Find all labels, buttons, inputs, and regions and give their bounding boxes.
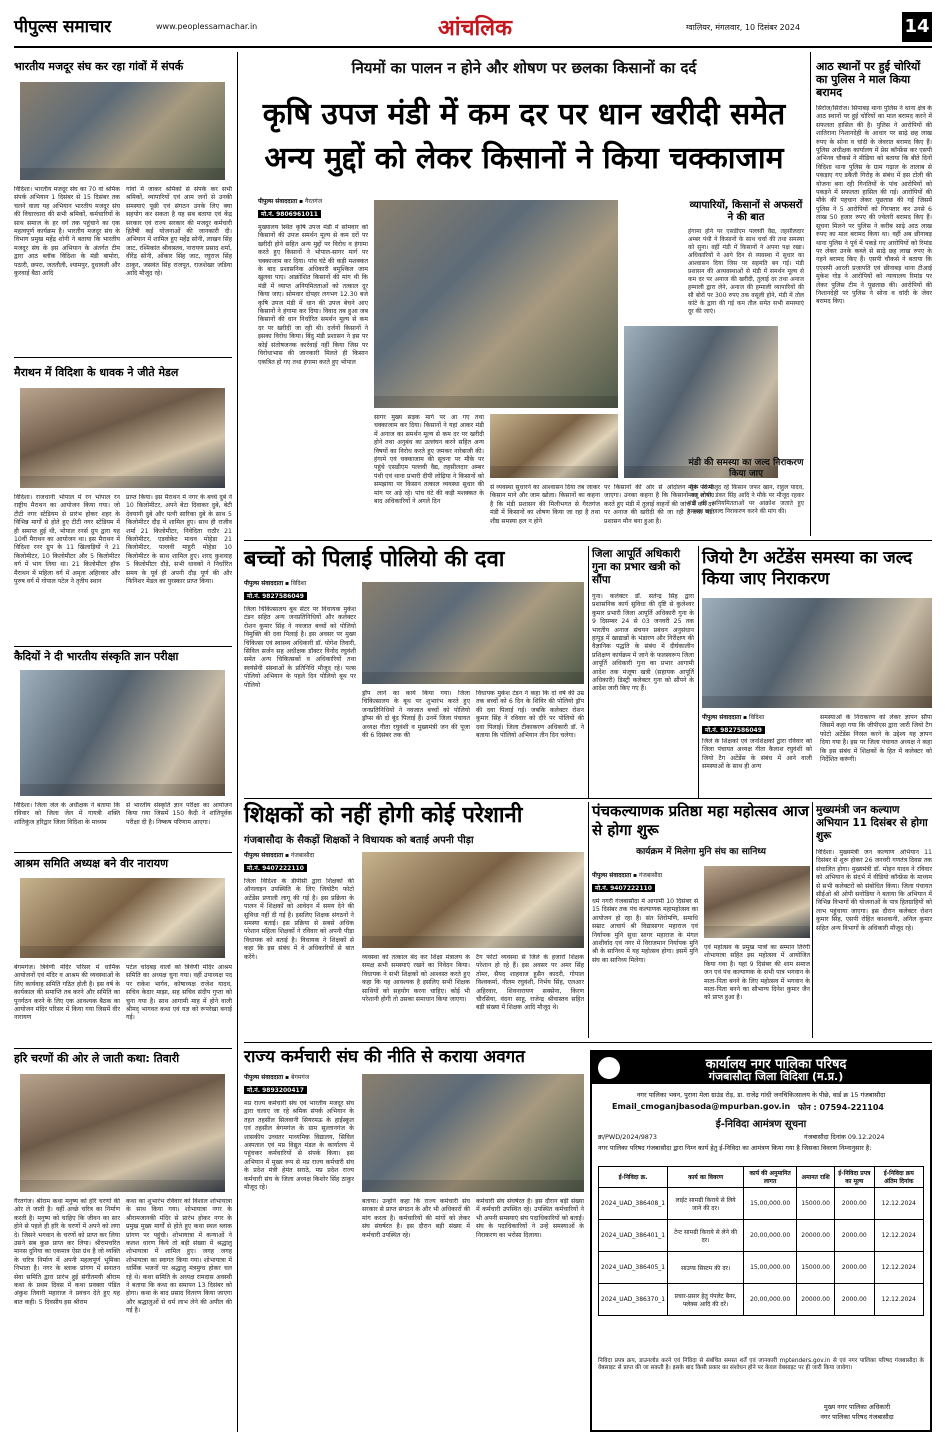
panch-story — [592, 802, 810, 1038]
byline-place: गंजबासौदा — [291, 852, 315, 859]
lead-col2: सागर मुख्य सड़क मार्ग पर आ गए तथा चक्काजाम कर दिया। किसानों ने यहां आकर मंडी में अनाज का समर्थन मूल्य से कम दर पर खरीदी होने तथा अनुबंध का उल्लंघन करने सहित अन्य विषयों का विरोध करते हुए जमकर नारेबाजी की। हंगामे एवं चक्काजाम की सूचना पर मौके पर पहुंचे एसडीएम पल्लवी वैद्य, तहसीलदार अम्बर पंथी एवं थाना प्रभारी दीपी लोढ़िया ने किसानों को समझाया पर किसान तत्काल व्यवस्था सुधार की मांग पर अड़े रहे। पांच घंटे की कड़ी मशक्कत के बाद अधिकारियों ने अगले दिन — [374, 414, 484, 506]
tender-ad — [590, 1050, 932, 1432]
polio-col3: विधायक मुकेश टंडन ने कहा कि दो वर्ष की उम्र तक बच्चों को 6 दिन के शिविर की पोलियो ड्रॉप की दवा पिलाई गई। जबकि कलेक्टर रोशन कुमार सिंह ने रविवार को दौरे पर पोलियो की दवा पिलाई। जिला टीकाकरण अधिकारी डॉ. ने बताया कि पोलियो अभियान तीन दिन चलेगा। — [476, 690, 584, 740]
supply-body: गुना। कलेक्टर डॉ. सतेन्द्र सिंह द्वारा प्रशासनिक कार्य सुविधा की दृष्टि से कुलेश्वर कुमार प्रभारी जिला आपूर्ति अधिकारी गुना के 9 दिसम्बर 24 से 03 जनवरी 25 तक भारतीय अनाज संचयन प्रबंधन अनुसंधान हापुड़ में खाद्यान्नों के भंडारण और निरीक्षण की वैज्ञानिक पद्धति के संबंध में दीर्घकालीन प्रशिक्षण कार्यक्रम में जाने के फलस्वरूप जिला आपूर्ति अधिकारी गुना का प्रभार आगामी आदेश तक मंजूषा खत्री (सहायक आपूर्ति अधिकारी) डिस्ट्री कलेक्टर गुना को सौंपने के आदेश जारी किए गए हैं। — [592, 593, 694, 693]
staff-mobile: मो.नं. 9893200417 — [244, 1086, 307, 1094]
teachers-photo — [362, 852, 584, 948]
geotag-col2: समस्याओं के निराकरण को लेकर ज्ञापन सौंपा जिसमें कहा गया कि जीपीएस द्वारा जारी जियो टैग फोटो अटेंडेंस निरस्त करने के उद्देश्य यह ज्ञापन दिया गया है। इस पर जिला पंचायत अध्यक्ष ने कहा कि इस संबंध में शिक्षकों के हित में कलेक्टर को निर्देशित करूंगी। — [820, 714, 932, 764]
byline-source: पीपुल्स संवाददाता — [244, 580, 284, 587]
tender-intro: नगर पालिका परिषद गंजबासौदा द्वारा निम्न कार्य हेतु ई-निविदा का आमंत्रण किया गया है जिसका विवरण निम्नानुसार है: — [598, 1144, 872, 1152]
polio-photo — [362, 582, 584, 684]
byline-place: गैरतगंज — [305, 198, 323, 205]
geotag-col1: जिले के शिक्षकों एवं जनशिक्षकों द्वारा रविवार को जिला पंचायत अध्यक्ष गीता कैलाश रघुवंशी को जियो टैग अटेंडेंस के संबंध में आने वाली समस्याओं के साथ ही अन्य — [702, 738, 812, 771]
office-email[interactable]: Email_cmoganjbasoda@mpurban.gov.in — [612, 1102, 791, 1111]
table-header: ई-निविदा प्रपत्र का मूल्य — [835, 1167, 875, 1188]
column-rule — [237, 52, 238, 1432]
polio-col2: ड्रॉप लाने का कार्य किया गया। जिला चिकित्सालय के बूथ पर शुभारंभ करते हुए जनप्रतिनिधियों ने नवजात बच्चों को पोलियो ड्रॉप्स की दो बूंद पिलाई हैं। उनमें जिला पंचायत अध्यक्ष गीता रघुवंशी व मुख्यमंत्री जन की पूजा की 6 दिसंबर तक की — [362, 690, 470, 740]
table-header: ई-निविदा क्र. — [599, 1167, 668, 1188]
geotag-mobile: मो.नं. 9827586049 — [702, 726, 765, 734]
byline-source: पीपुल्स संवाददाता — [702, 714, 742, 721]
teachers-col3: टैग फोटो व्यवस्था से जिले के हजारों शिक्षक परेशान हो रहे हैं। इस अवसर पर अमर सिंह तोमर, सैयद शाहवाज हुसैन कादरी, गोपाल विश्वकर्मा, नीलम रघुवंशी, निर्भय सिंह, एलआर अहिरवार, शिवनारायण सक्सेना, किरण चौरसिया, वंदना साहू, राजेन्द्र श्रीवास्तव सहित बड़ी संख्या में शिक्षक आदि मौजूद थे। — [476, 954, 584, 1012]
table-cell: 20,00,000.00 — [744, 1284, 797, 1316]
lead-col4: पर किसानों की ओर से आंदोलन शुरू किया जाएगा। उनका कहना है कि किसानों का शोषण करते हुए मंडी में तुलाई वाहनों की जांच में कम दर पर अनाज की खरीदी की जा रही है तथा मंडी प्रशासन मौन बना हुआ है। — [604, 484, 714, 525]
table-cell: टेन्ट सामग्री किराये से लेने की दर। — [668, 1220, 744, 1252]
marathon-headline: मैराथन में विदिशा के धावक ने जीते मेडल — [14, 366, 179, 379]
table-row — [599, 1220, 924, 1252]
table-header: कार्य का विवरण — [668, 1167, 744, 1188]
panch-col2: एवं महोत्सव के प्रमुख पात्रों का सम्मान तिरंगी शोभायात्रा सहित इस महोत्सव में आयोजित किया गया है। यहां 9 दिसंबर की शाम समाज जन एवं पंच कल्याणक के सभी पात्र भगवान के माता-पिता बनने के लिए महोत्सव में भगवान के माता-पिता बनने का सौभाग्य दिनेश कुमार जैन को प्राप्त हुआ है। — [704, 944, 810, 1002]
office-place: गंजबासौदा जिला विदिशा (म.प्र.) — [708, 1070, 844, 1083]
polio-story — [244, 546, 584, 796]
prisoners-photo — [20, 670, 225, 796]
panch-headline: पंचकल्याणक प्रतिष्ठा महा महोत्सव आज से होगा शुरू — [592, 802, 809, 839]
aside-text: हंगामा होने पर एसडीएम पल्लवी वैद्य, तहसीलदार अम्बर पंथी ने किसानों के साथ चर्चा की तथा समस्या को सुना। वहीं मंडी में किसानों ने अपना पक्ष रखा। अधिकारियों ने आगे दिन से व्यवस्था में सुधार का आश्वासन दिया जिस पर सहमति बन गई। मंडी प्रशासन की अव्यवस्थाओं से मंडी में समर्थन मूल्य से कम दर पर अनाज की खरीदी, तुलाई दर तथा अनाज हम्माली द्वारा लेने, अनाज की हम्माली व्यापारियों की सौ बोरों पर 300 रुपए तक वसूली होने, मंडी में तोल कांटे के द्वारा की गई कम तौल समेत सभी समस्याएं दूर की जाएं। — [688, 228, 804, 315]
byline-source: पीपुल्स संवाददाता — [244, 852, 284, 859]
geotag-headline: जियो टैग अटेंडेंस समस्या का जल्द किया जाए निराकरण — [702, 548, 913, 589]
ashram-body-a: बेगमगंज। त्रिवेणी मंदिर परिसर में धार्मिक आयोजनों एवं मंदिर व आश्रम की व्यवस्थाओं के लिए कार्यवाह समिति गठित होती है। इस वर्ष के कार्यकाल की समाप्ति तब करने और समिति का पुनर्गठन करने के लिए एक आवश्यक बैठक का आयोजन मंदिर परिसर में किया गया जिसमें वीर नारायण — [14, 964, 120, 1022]
table-cell: 2000.00 — [835, 1252, 875, 1284]
staff-story — [244, 1046, 584, 1432]
section-title: आंचलिक — [438, 15, 512, 41]
mazdoor-headline: भारतीय मजदूर संघ कर रहा गांवों में संपर्क — [14, 60, 184, 73]
table-cell: लाईट सामग्री किराये से लिये जाने की दर। — [668, 1188, 744, 1220]
ashram-photo — [20, 878, 225, 958]
katha-body-b: कथा का शुभारंभ रविवार को विशाल शोभायात्रा के साथ किया गया। शोभायात्रा नगर के श्रीरामजानकी मंदिर से प्रारंभ होकर नगर के प्रमुख मुख्य मार्गों से होते हुए कथा स्थल ब्लाक प्रांगण पर पहुंची। शोभायात्रा में कन्याओं ने कलश धारण किये तो बड़ी संख्या में श्रद्धालु शोभायात्रा में शामिल हुए। जगह जगह शोभायात्रा का स्वागत किया गया। शोभायात्रा में धार्मिक भजनों पर श्रद्धालु मंत्रमुग्ध होकर चल रहे थे। कथा समिति के अध्यक्ष रामदास अवस्थी ने बताया कि कथा का समापन 13 दिसंबर को होगा। कथा के बाद प्रसाद वितरण किया जाएगा और श्रद्धालुओं से धर्म लाभ लेने की अपील की गई है। — [126, 1198, 232, 1315]
table-cell: 2024_UAD_386405_1 — [599, 1252, 668, 1284]
ashram-headline: आश्रम समिति अध्यक्ष बने वीर नारायण — [14, 857, 169, 870]
table-cell: 15,00,000.00 — [744, 1252, 797, 1284]
lead-photo-crowd2 — [490, 414, 618, 478]
brand-logo[interactable]: पीपुल्स समाचार — [14, 17, 112, 37]
office-title: कार्यालय नगर पालिका परिषद — [705, 1057, 847, 1072]
tender-footer-note: निविदा प्रपत्र क्रय, डाउनलोड करने एवं निविदा से संबंधित समस्त शर्तें एवं जानकारी mptenders.gov.in से एवं नगर पालिका परिषद गंजबासौदा के वेबसाइट से प्राप्त की जा सकती है। इसके बाद किसी प्रकार का संशोधन होने पर केवल वेबसाइट पर ही जारी किया जावेगा। — [598, 1358, 924, 1372]
teachers-col1: जिला विदिशा के डीपीसी द्वारा शिक्षकों की ऑनलाइन उपस्थिति के लिए जियोटैग फोटो अटेंडेंस प्रणाली लागू की गई है। इस प्रक्रिया के पालन में शिक्षकों को आवेदन में समय देने की सुविधा नहीं दी गई है। इसलिए शिक्षक संगठनों ने समस्या बताई। इस प्रक्रिया से सबसे अधिक परेशान महिला शिक्षकों ने रविवार को अपनी पीड़ा विधायक को बताई है। विधायक ने शिक्षकों से कहा कि इस संबंध में वे अधिकारियों से बात करेंगे। — [244, 878, 354, 961]
marathon-body-a: विदिशा। राजधानी भोपाल में रन भोपाल रन राष्ट्रीय मैराथन का आयोजन किया गया। जो टीटी नगर स्टेडियम से प्रारंभ होकर शहर के विभिन्न मार्गों से होते हुए टीटी नगर स्टेडियम में ही समाप्त हुई थी, भोपाल रनर्स ग्रुप द्वारा यह 10वीं मैराथन का आयोजन था। इस मैराथन में विदिशा रनर ग्रुप के 11 खिलाड़ियों ने 21 किलोमीटर, 10 किलोमीटर और 5 किलोमीटर वर्ग में भाग लिया था। 21 किलोमीटर हॉफ मैराथन में महिला वर्ग में अमृता अहिरवार और पुरुष वर्ग में गोपाल पटेल ने तृतीय स्थान — [14, 494, 120, 586]
katha-photo — [20, 1074, 225, 1192]
lead-mobile: मो.नं. 9806961011 — [258, 210, 321, 218]
divider — [14, 357, 232, 358]
column-rule — [810, 52, 811, 536]
theft-body: सिरोंज/सिरोंज। सिपाबड़ थाना पुलिस ने थाना क्षेत्र के आठ स्थानों पर हुई चोरियों का माल बरामद करने में सफलता हासिल की है। पुलिस ने आरोपियों की शातिराना निशानदेही के आधार पर साढ़े छह लाख रुपए के सोना व चांदी के जेवरात बरामद किए हैं। पुलिस अधीक्षक कार्यालय में प्रेस कॉन्फ्रेंस कर एसपी अभिनव चौकसे ने मीडिया को बताया कि बीते दिनों विदिशा थाना पुलिस के ग्राम गढ़ाल के तालाब से पकड़ाए गए डकैती गिरोह के संबंध में इस टोली की योजना बना रही गिनतियों के पांच आरोपियों को पकड़ने में सफलता हासिल की गई। आरोपियों की मौके की पहचान लेकर पूछताछ की गई जिसमें पुलिस ने 5 आरोपियों को गिरफ्तार कर उनसे 6 लाख 50 हजार रुपए की ज्वेलरी बरामद किए हैं। सूचना मिलने पर पुलिस ने करीब साढ़े आठ लाख रुपए का माल बरामद किया था। वहीं अब छीनाबड़ थाना पुलिस ने पूर्व में पकड़े गए आरोपियों को रिमांड पर लेकर उनके कब्जे से साढ़े छह लाख रुपए के गहने बरामद किए हैं। एसपी चौकसे ने बताया कि एएसपी आरती प्रजापति एवं छीनाबड़ थाना टीआई मुकेश गोड़ ने आरोपियों को न्यायालय रिमांड पर लेकर पुलिस टीम ने पूछताछ की। आरोपियों की निशानदेही पर पुलिस ने सोना व चांदी के जेवर बरामद किए। — [816, 105, 932, 306]
panch-byline: पीपुल्स संवाददाता ▪ गंजबासौदा — [592, 872, 663, 879]
table-header: अमानत राशि — [797, 1167, 835, 1188]
byline-place: बेगमगंज — [291, 1074, 310, 1081]
prisoners-body-a: विदिशा। जिला जेल के अधीक्षक ने बताया कि रविवार को जिला जेल में गायत्री शक्ति शांतिकुंज हरिद्वार जिला विदिशा के माध्यम — [14, 802, 120, 826]
divider — [14, 1048, 232, 1049]
supply-headline: जिला आपूर्ति अधिकारी गुना का प्रभार खत्री को सौंपा — [592, 548, 681, 586]
polio-col1: जिला चिकित्सालय बूथ सेंटर पर विधायक मुकेश टंडन सहित अन्य जनप्रतिनिधियों और कलेक्टर रोशन कुमार सिंह ने नवजात बच्चों को पोलियो विमुक्ति की दवा पिलाई है। इस अवसर पर मुख्य चिकित्सा एवं स्वास्थ्य अधिकारी डॉ. योगेश तिवारी, सिविल सर्जन सह अधीक्षक डॉक्टर विनोद रघुवंशी समेत अन्य चिकित्सकों व अधिकारियों तथा स्वयंसेवी संस्थाओं के प्रतिनिधि मौजूद रहे। पल्स पोलियो अभियान के पहले दिन पोलियो बूथ पर पोलियो — [244, 606, 356, 689]
table-cell: साउण्ड सिस्टम की दर। — [668, 1252, 744, 1284]
lead-kicker: नियमों का पालन न होने और शोषण पर छलका किसानों का दर्द — [351, 59, 697, 77]
tender-table — [598, 1166, 924, 1316]
table-cell: 20000.00 — [797, 1220, 835, 1252]
polio-byline: पीपुल्स संवाददाता ▪ विदिशा — [244, 580, 307, 587]
table-cell: 2024_UAD_386401_1 — [599, 1220, 668, 1252]
lead-col3: से व्यवस्था सुधारने का आश्वासन दिया तब जाकर किसान माने और जाम खोला। किसानों का कहना है कि मंडी प्रशासन की मिलीभगत से गैरतगंज मंडी में किसानों का शोषण किया जा रहा है तथा शीघ्र समस्या हल न होने — [490, 484, 600, 525]
staff-headline: राज्य कर्मचारी संघ की नीति से कराया अवगत — [244, 1047, 525, 1067]
teachers-subhead: गंजबासौदा के सैकड़ों शिक्षकों ने विधायक को बताई अपनी पीड़ा — [244, 835, 474, 846]
ref-no: क्र/PWD/2024/9873 — [598, 1133, 657, 1141]
dateline: ग्वालियर, मंगलवार, 10 दिसंबर 2024 — [686, 23, 801, 32]
masthead-rule — [14, 46, 932, 48]
lead-col1: मुख्यालय स्थित कृषि उपज मंडी में सोमवार को किसानों की उपज समर्थन मूल्य से कम दरों पर खरीदी होने सहित अन्य मुद्दों पर विरोध व हंगामा करते हुए किसानों ने भोपाल-सागर मार्ग पर चक्काजाम कर दिया। पांच घंटे की कड़ी मशक्कत के बाद प्रशासनिक अधिकारी बमुश्किल जाम खुलवा पाए। आक्रोशित किसानों की मांग थी कि मंडी में व्याप्त अनियमितताओं को तत्काल दूर किया जाए। सोमवार दोपहर लगभग 12.30 बजे कृषि उपज मंडी में धान की उपज बेचने आए किसानों ने हंगामा कर दिया। विवाद तब हुआ जब किसानों की धान निर्धारित समर्थन मूल्य से कम दर पर खरीदी जा रही थी। दर्जनों किसानों ने इसका विरोध किया। बिंदु मंडी प्रशासन ने इस पर कोई संतोषजनक कार्रवाई नहीं किया जिस पर विरोधाभास की जानकारी मिलते ही किसान एकत्रित हो गए तथा हंगामा करते हुए भोपाल — [258, 224, 368, 366]
aside-heading: व्यापारियों, किसानों से अफसरों ने की बात — [689, 200, 803, 223]
lead-story — [244, 52, 804, 536]
byline-source: पीपुल्स संवाददाता — [592, 872, 632, 879]
panch-subhead: कार्यक्रम में मिलेगा मुनि संघ का सानिध्य — [636, 847, 766, 857]
column-rule — [812, 802, 813, 1038]
staff-col1: मप्र राज्य कर्मचारी संघ एवं भारतीय मजदूर संघ द्वारा चलाए जा रहे श्रमिक संपर्क अभियान के तहत तहसील सिलवानी सियरमऊ के हाईस्कूल एवं तहसील बेगमगंज के ग्राम सुल्तानगंज के शासकीय उच्चतर माध्यमिक विद्यालय, सिविल अस्पताल एवं मप्र विद्युत मंडल के कार्यालय में पहुंचकर कर्मचारियों से संपर्क किया। इस अभियान में मुख्य रूप से मप्र राज्य कर्मचारी संघ के प्रदेश मंत्री हेमंत सराठे, मप्र प्रदेश राज्य कर्मचारी संघ के जिला अध्यक्ष किशोर सिंह ठाकुर मौजूद रहे। — [244, 1100, 354, 1192]
staff-byline: पीपुल्स संवाददाता ▪ बेगमगंज — [244, 1074, 310, 1081]
geotag-byline: पीपुल्स संवाददाता ▪ विदिशा — [702, 714, 765, 721]
supply-story — [592, 548, 694, 798]
office-phone: फोन : 07594-221104 — [798, 1103, 885, 1112]
divider — [14, 852, 232, 853]
polio-mobile: मो.नं. 9827586049 — [244, 592, 307, 600]
cmjan-story — [816, 804, 932, 1036]
section-rule — [244, 798, 932, 799]
tender-emblem — [596, 1055, 622, 1081]
signatory-2: नगर पालिका परिषद गंजबासौदा — [820, 1413, 894, 1421]
signatory-1: मुख्य नगर पालिका अधिकारी — [823, 1403, 891, 1411]
table-cell: 12.12.2024 — [874, 1220, 923, 1252]
table-cell: 12.12.2024 — [874, 1284, 923, 1316]
panch-mobile: मो.नं. 9407222110 — [592, 884, 655, 892]
panch-col1: धर्म नगरी गंजबासौदा में आगामी 10 दिसंबर से 15 दिसंबर तक पंच कल्याणक महामहोत्सव का आयोजन हो रहा है। संत शिरोमणि, समाधि सम्राट आचार्य श्री विद्यासागर महाराज एवं निर्यापक मुनि सुधा सागर महाराज के मंगल आशीर्वाद एवं नगर में विराजमान निर्यापक मुनि श्री के सानिध्य में यह महोत्सव होगा। इसमें मुनि संघ का सानिध्य मिलेगा। — [592, 898, 698, 964]
geotag-photo — [702, 598, 932, 708]
table-header: कार्य की अनुमानित लागत — [744, 1167, 797, 1188]
prisoners-body-b: से भारतीय संस्कृति ज्ञान परीक्षा का आयोजन किया गया जिसमें 150 कैदी ने शांतिपूर्वक परीक्षा दी है। निष्कष परिणाम आएगा। — [126, 802, 232, 826]
table-cell: 2000.00 — [835, 1284, 875, 1316]
ashram-body-b: पटेल चांदबड़ वालों को त्रिवेणी मंदिर आश्रम समिति का अध्यक्ष चुना गया। वहीं उपाध्यक्ष पद पर राकेश भार्गव, कोषाध्यक्ष राजेश यादव, सचिव केदार माझा, सह सचिव संदीप गुप्ता को चुना गया है। साथ आगामी माह में होने वाली श्रीमद् भागवत कथा एवं यज्ञ को रूपरेखा बनाई गई। — [126, 964, 232, 1022]
column-rule — [588, 546, 589, 798]
table-cell: 15,00,000.00 — [744, 1188, 797, 1220]
teachers-col2: व्यवस्था को तत्काल बंद कर शिक्षा मंत्रालय के समक्ष सभी समस्याएं रखने का निवेदन किया। विधायक ने सभी शिक्षकों को आश्वस्त करते हुए कहा कि यह आवश्यक है इसलिए सभी शिक्षक साथियों को सहयोग करना चाहिए। कोई भी परेशानी होगी तो उसका समाधान किया जाएगा। — [362, 954, 470, 1004]
office-address: नगर पालिका भवन, पुराना मेला ग्राउंड रोड़, डा. राजेंद्र गांधी जनचिकित्सालय के पीछे, वार्ड क्र 15 गंजबासौदा — [636, 1091, 886, 1099]
table-cell: 15000.00 — [797, 1252, 835, 1284]
teachers-byline: पीपुल्स संवाददाता ▪ गंजबासौदा — [244, 852, 315, 859]
aside-text2: मौके पर मौजूद रहे किसान जफर खान, राहुल यादव, मल्लू लोधी, डंकर सिंह आदि ने मौके पर मौजूद रहकर मंडी की अनियमितताओं पर आक्रोश जताते हुए समस्या का जल्द निराकरण करने की मांग की। — [688, 484, 804, 515]
section-rule — [244, 540, 932, 541]
aside-sub: मंडी की समस्या का जल्द निराकरण किया जाए — [688, 458, 804, 479]
table-cell: 2024_UAD_386408_1 — [599, 1188, 668, 1220]
table-row — [599, 1252, 924, 1284]
lead-byline: पीपुल्स संवाददाता ▪ गैरतगंज — [258, 198, 323, 205]
teachers-headline: शिक्षकों को नहीं होगी कोई परेशानी — [244, 803, 523, 828]
cmjan-headline: मुख्यमंत्री जन कल्याण अभियान 11 दिसंबर से होगा शुरू — [816, 804, 928, 842]
left-column — [14, 52, 232, 1432]
table-cell: 20,00,000.00 — [744, 1220, 797, 1252]
staff-col3: कर्मचारी संघ संघर्षरत है। इस दौरान बड़ी संख्या में कर्मचारी उपस्थित रहे। उपस्थित कर्मचारियों ने भी अपनी समस्याएं संघ पदाधिकारियों को बताईं। संघ के पदाधिकारियों ने उन्हें समस्याओं के निराकरण का भरोसा दिलाया। — [476, 1198, 584, 1239]
katha-body-a: गैरतगंज। श्रीराम कथा मनुष्य को हरि चरणों की ओर ले जाती है। वहीं अच्छे चरित्र का निर्माण करती है। मनुष्य को चाहिए कि जीवन का सार होने से पहले ही हरि के चरणों में अपने को लगा दे। जिसने भगवान के चरणों को प्राप्त कर लिया उसने सब कुछ प्राप्त कर लिया। श्रीरामचरित मानस दुनिया का एकमात्र ऐसा ग्रंथ है जो व्यक्ति के चरित्र निर्माण में अपनी महत्वपूर्ण भूमिका निभाता है। नगर के ब्लाक प्रांगण में सनातन सेवा समिति द्वारा प्रारंभ हुई संगीतमयी श्रीराम कथा के प्रथम दिवस में कथा प्रवक्ता पंडित अंकुश तिवारी महाराज ने प्रवचन देते हुए यह बात कही। 5 दिवसीय इस श्रीराम — [14, 1198, 120, 1306]
table-cell: 20000.00 — [797, 1284, 835, 1316]
lead-headline-line2: अन्य मुद्दों को लेकर किसानों ने किया चक्काजाम — [264, 141, 784, 176]
staff-col2: बताया। उन्होंने कहा कि राज्य कर्मचारी संघ सरकार से प्राप्त संगठन के और भी अधिकारों की मांग करता है। कर्मचारियों की मांगों को लेकर संघ संघर्षरत है। इस दौरान बड़ी संख्या में कर्मचारी उपस्थित रहे। — [362, 1198, 470, 1239]
teachers-mobile: मो.नं. 9407222110 — [244, 864, 307, 872]
table-row — [599, 1188, 924, 1220]
divider — [14, 646, 232, 647]
tender-table-wrap — [598, 1166, 924, 1316]
byline-place: विदिशा — [749, 714, 765, 721]
byline-source: पीपुल्स संवाददाता — [258, 198, 298, 205]
mazdoor-body-a: विदिशा। भारतीय मजदूर संघ का 70 वां श्रमिक संपर्क अभियान 1 दिसंबर से 15 दिसंबर तक चलने वाला यह अभियान भारतीय मजदूर संघ की विचारधारा की सभी श्रमिकों, कर्मचारियों के साथ समाज के हर वर्ग तक पहुंचाने का एक महत्वपूर्ण कार्यक्रम है। भारतीय मजदूर संघ के विभाग प्रमुख महेंद्र शोनी ने बताया कि भारतीय मजदूर संघ के इस अभियान के अंतर्गत टीम द्वारा आठ ब्लॉक विदिशा के मंडी बामोरा, पठारी, छपरा, जततौली, श्यामपुर, दुधावली और कुरवाई बैठा आदि — [14, 186, 120, 278]
column-rule — [588, 802, 589, 1038]
teachers-story — [244, 802, 584, 1038]
mazdoor-photo — [20, 82, 225, 180]
ref-date: गंजबासौदा दिनांक 09.12.2024 — [804, 1133, 885, 1141]
theft-headline: आठ स्थानों पर हुई चोरियों का पुलिस ने माल किया बरामद — [816, 60, 921, 99]
table-cell: 12.12.2024 — [874, 1188, 923, 1220]
theft-story — [816, 60, 932, 540]
website-link[interactable]: www.peoplessamachar.in — [156, 22, 258, 31]
table-header: ई-निविदा क्रय अंतिम दिनांक — [874, 1167, 923, 1188]
lead-aside — [688, 200, 804, 480]
section-rule — [244, 1042, 932, 1043]
prisoners-headline: कैदियों ने दी भारतीय संस्कृति ज्ञान परीक्षा — [14, 650, 179, 663]
geotag-story — [702, 548, 932, 798]
byline-place: विदिशा — [291, 580, 307, 587]
cmjan-body: विदिशा। मुख्यमंत्री जन कल्याण अभियान 11 दिसंबर से शुरू होकर 26 जनवरी गणतंत्र दिवस तक संचालित होगा। मुख्यमंत्री डॉ. मोहन यादव ने रविवार को अभियान के संदर्भ में वीडियो कॉन्फ्रेंस के माध्यम से सभी कलेक्टरों को संबोधित किया। जिला पंचायत सीईओ श्री ओपी सनोडिया ने बताया कि अभियान में विभिन्न विभागों की योजनाओं के पात्र हितग्राहियों को लाभ पहुंचाया जाएगा। इस दौरान कलेक्टर रोशन कुमार सिंह, एसपी रोहित काशवानी, अनिल कुमार सहित अन्य विभागों के अधिकारी मौजूद रहे। — [816, 849, 932, 932]
table-cell: 2000.00 — [835, 1220, 875, 1252]
byline-place: गंजबासौदा — [639, 872, 663, 879]
marathon-body-b: प्राप्त किया। इस मैराथन में नगर के बच्चे दुबे ने 10 किलोमीटर, अपने बेटा दिवाकर दुबे, बेटी देवयानी दुबे और पत्नी सारिका दुबे के साथ 5 किलोमीटर दौड़ में शामिल हुए। साथ ही राजीव शर्मा 21 किलोमीटर, निवेदिता राठौर 21 किलोमीटर, एडवोकेट माधव मोहेडा 21 किलोमीटर, पल्लवी माहुरी मोहेडा 10 किलोमीटर के साथ शामिल हुए। शरद कुशवाह 5 किलोमीटर दौड़े, सभी धावकों ने निर्धारित समय के पूर्व ही अपनी दौड़ पूर्ण की और फिनिशर मेडल का पुरस्कार प्राप्त किया। — [126, 494, 232, 586]
lead-photo-main — [374, 200, 618, 408]
table-cell: प्रचार-प्रसार हेतु पंपलेट बैनर, फ्लेक्स आदि की दरें। — [668, 1284, 744, 1316]
katha-headline: हरि चरणों की ओर ले जाती कथा: तिवारी — [14, 1052, 180, 1065]
column-rule — [698, 546, 699, 798]
table-cell: 2024_UAD_386370_1 — [599, 1284, 668, 1316]
page-number: 14 — [902, 12, 932, 42]
masthead — [14, 12, 932, 46]
panch-photo — [704, 866, 810, 938]
table-row — [599, 1284, 924, 1316]
table-cell: 12.12.2024 — [874, 1252, 923, 1284]
table-cell: 2000.00 — [835, 1188, 875, 1220]
mazdoor-body-b: गांवों में जाकर श्रमिकों से संपर्क कर सभी श्रमिकों, व्यापारियों एवं आम जनों से उनकी समस्याएं पूछी एवं संगठन उनके लिए क्या सहयोग कर सकता है यह सब बताया एवं केंद्र सरकार एवं राज्य सरकार की मजदूर कर्मचारी हितैषी कई योजनाओं की जानकारी दी। अभियान में शामिल हुए महेंद्र सोनी, लाखन सिंह जाट, रश्मिकांत श्रीवास्तव, नारायण प्रसाद शर्मा, वीरेंद्र सोनी, ओंकार सिंह जाट, रघुराज सिंह ठाकुर, जसवंत सिंह राजपूत, राजशेखर जडिया आदि मौजूद रहे। — [126, 186, 232, 278]
table-cell: 15000.00 — [797, 1188, 835, 1220]
polio-headline: बच्चों को पिलाई पोलियो की दवा — [244, 547, 505, 572]
staff-photo — [362, 1074, 584, 1192]
marathon-photo — [20, 388, 225, 488]
lead-headline-line1: कृषि उपज मंडी में कम दर पर धान खरीदी समेत — [262, 97, 786, 132]
byline-source: पीपुल्स संवाददाता — [244, 1074, 284, 1081]
notice-title: ई-निविदा आमंत्रण सूचना — [715, 1119, 807, 1130]
